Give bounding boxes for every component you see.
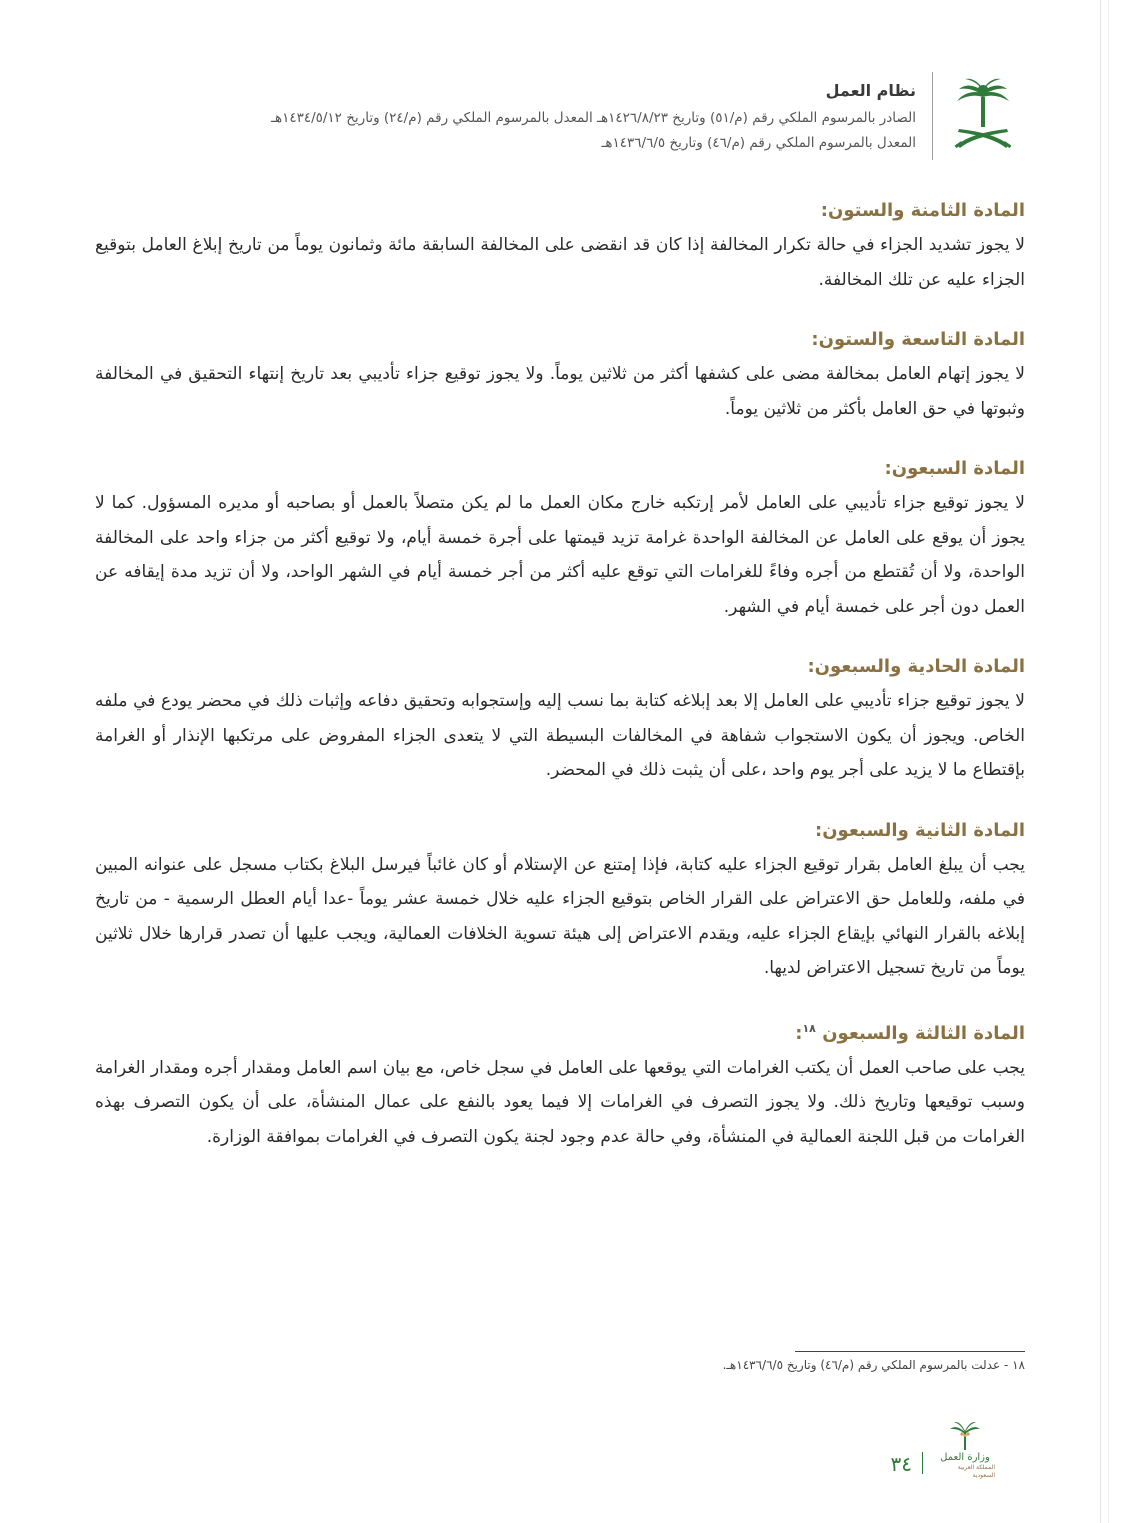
header-text — [99, 72, 916, 156]
saudi-emblem-icon — [947, 72, 1019, 162]
decree-line-2: المعدل بالمرسوم الملكي رقم (م/٤٦) وتاريخ ١٤٣٦/٦/٥هـ — [601, 135, 916, 151]
page-footer — [695, 1420, 995, 1480]
document-title: نظام العمل — [825, 81, 916, 100]
ministry-subtitle: المملكة العربية السعودية — [957, 1464, 995, 1479]
article-body: لا يجوز توقيع جزاء تأديبي على العامل لأمر إرتكبه خارج مكان العمل ما لم يكن متصلاً بالعمل أو بصاحبه أو مديره المسؤول. كما لا يجوز أن يوقع على العامل عن المخالفة الواحدة غرامة تزيد قيمتها على أجرة خمسة أيام، ولا توقيع أكثر من جزاء واحد على المخالفة الواحدة، ولا أن تُقتطع من أجره وفاءً للغرامات التي توقع عليه أكثر من أجر خمسة أيام في الشهر الواحد، ولا أن تزيد مدة إيقافه عن العمل دون أجر على خمسة أيام في الشهر. — [95, 493, 1025, 617]
page-edge — [1100, 0, 1101, 1523]
article-title: المادة السبعون: — [884, 458, 1025, 479]
articles-content — [95, 196, 1025, 1182]
article-body: لا يجوز تشديد الجزاء في حالة تكرار المخالفة إذا كان قد انقضى على المخالفة السابقة مائة وثمانون يوماً من تاريخ إبلاغ العامل بتوقيع الجزاء عليه عن تلك المخالفة. — [95, 235, 1025, 290]
footnote-ref[interactable]: ١٨ — [802, 1021, 816, 1035]
article-71 — [95, 652, 1025, 788]
decree-line-1: الصادر بالمرسوم الملكي رقم (م/٥١) وتاريخ ١٤٢٦/٨/٢٣هـ المعدل بالمرسوم الملكي رقم (م/٢٤) وتاريخ ١٤٣٤/٥/١٢هـ — [270, 110, 916, 126]
article-title: المادة الثانية والسبعون: — [815, 819, 1025, 841]
article-title: المادة التاسعة والستون: — [811, 329, 1025, 350]
article-title-colon: : — [795, 1022, 803, 1044]
article-body: يجب على صاحب العمل أن يكتب الغرامات التي يوقعها على العامل في سجل خاص، مع بيان اسم العامل ومقدار أجره ومقدار الغرامة وسبب توقيعها وتاريخ ذلك. ولا يجوز التصرف في الغرامات إلا فيما يعود بالنفع على عمال المنشأة، على أن يكون التصرف بهذه الغرامات من قبل اللجنة العمالية في المنشأة، وفي حالة عدم وجود لجنة يكون التصرف في الغرامات بموافقة الوزارة. — [95, 1057, 1025, 1147]
article-69 — [95, 325, 1025, 426]
article-70 — [95, 454, 1025, 624]
article-title: المادة الثامنة والستون: — [820, 200, 1025, 221]
footnote: ١٨ - عدلت بالمرسوم الملكي رقم (م/٤٦) وتاريخ ١٤٣٦/٦/٥هـ. — [722, 1358, 1025, 1372]
article-73 — [95, 1014, 1025, 1155]
article-body: لا يجوز إتهام العامل بمخالفة مضى على كشفها أكثر من ثلاثين يوماً. ولا يجوز توقيع جزاء تأديبي بعد تاريخ إنتهاء التحقيق في المخالفة وثبوتها في حق العامل بأكثر من ثلاثين يوماً. — [95, 364, 1025, 419]
page-edge-shadow — [1108, 0, 1109, 1523]
footnote-divider — [795, 1351, 1025, 1352]
article-body: يجب أن يبلغ العامل بقرار توقيع الجزاء عليه كتابة، فإذا إمتنع عن الإستلام أو كان غائباً فيرسل البلاغ بكتاب مسجل على عنوانه المبين في ملفه، وللعامل حق الاعتراض على القرار الخاص بتوقيع الجزاء عليه خلال خمسة عشر يوماً -عدا أيام العطل الرسمية - من تاريخ إبلاغه بالقرار النهائي بإيقاع الجزاء عليه، ويقدم الاعتراض إلى هيئة تسوية الخلافات العمالية، ويجب عليها أن تصدر قرارها خلال ثلاثين يوماً من تاريخ تسجيل الاعتراض لديها. — [95, 854, 1025, 978]
ministry-logo — [935, 1420, 995, 1480]
article-title-text: المادة الثالثة والسبعون — [822, 1022, 1025, 1044]
page-number: ٣٤ — [890, 1452, 912, 1476]
ministry-palm-icon — [948, 1420, 982, 1450]
article-title — [95, 1014, 1025, 1049]
article-68 — [95, 196, 1025, 297]
document-header — [99, 72, 1019, 162]
article-body: لا يجوز توقيع جزاء تأديبي على العامل إلا بعد إبلاغه كتابة بما نسب إليه وإستجوابه وتحقيق دفاعه وإثبات ذلك في محضر يودع في ملفه الخاص. ويجوز أن يكون الاستجواب شفاهة في المخالفات البسيطة التي لا يتعدى الجزاء المفروض على مرتكبها الإنذار أو الغرامة بإقتطاع ما لا يزيد على أجر يوم واحد ،على أن يثبت ذلك في المحضر. — [95, 691, 1025, 780]
footer-divider — [922, 1452, 923, 1474]
header-divider — [932, 72, 933, 160]
ministry-name: وزارة العمل — [940, 1452, 990, 1463]
article-72 — [95, 816, 1025, 986]
article-title: المادة الحادية والسبعون: — [807, 656, 1025, 677]
